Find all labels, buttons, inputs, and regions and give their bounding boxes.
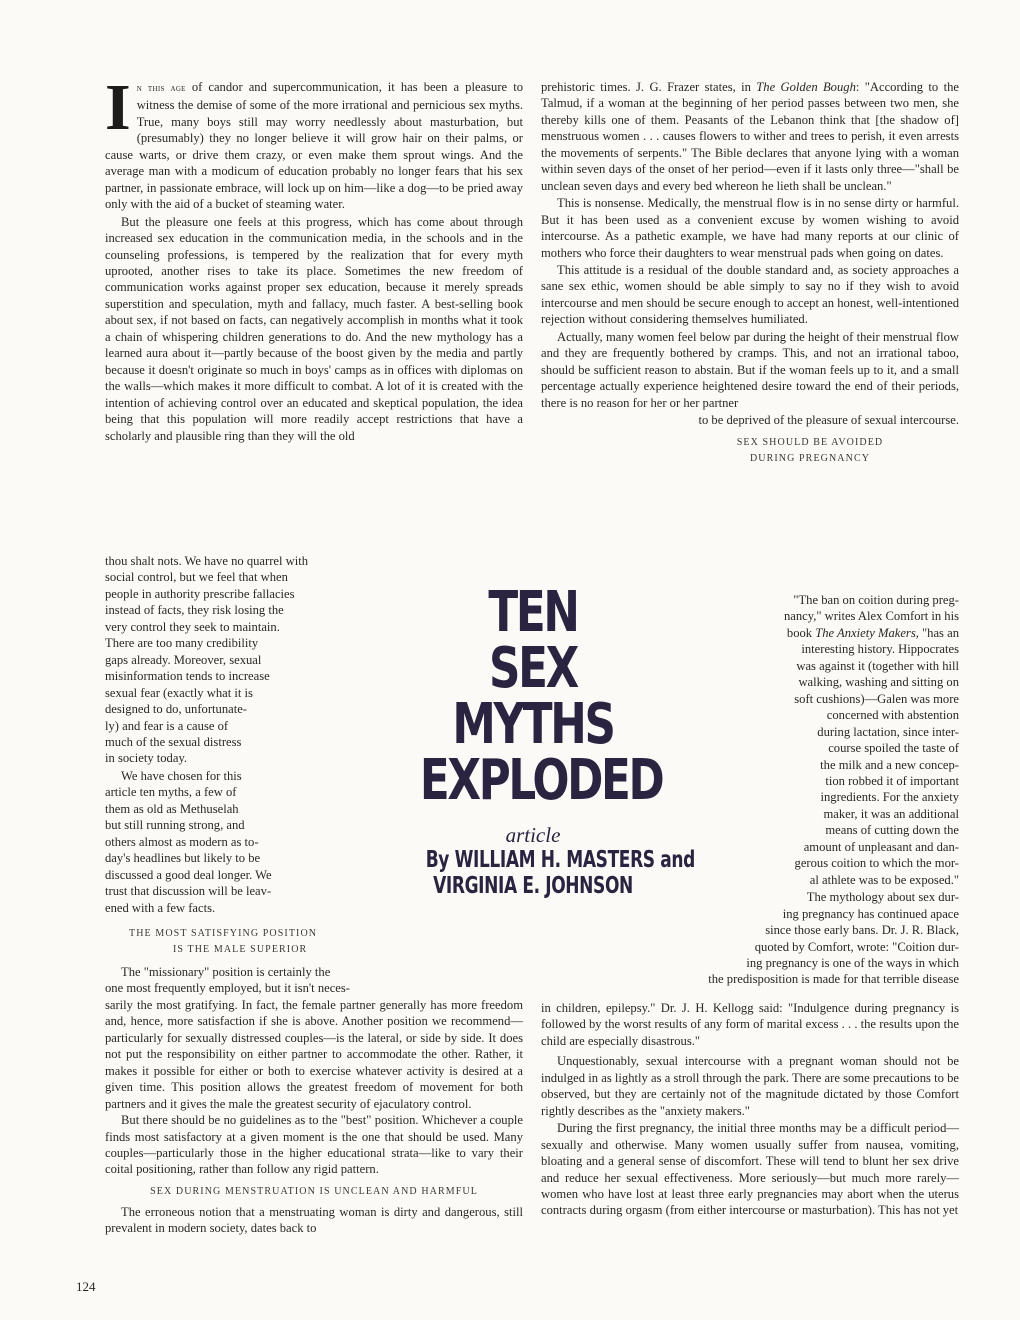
- subhead-pregnancy: [661, 435, 959, 467]
- unquestionably-paragraph: Unquestionably, sexual intercourse with a pregnant woman should not be indulged in as lightly as a stroll through the park. There are some precautions to be observed, but they are certainly not of the magnitude dictated by those Comfort rightly describes as the "anxiety makers.": [541, 1054, 959, 1118]
- title-line-4: EXPLODED: [419, 748, 663, 813]
- text-line: al athlete was to be exposed.": [809, 872, 959, 887]
- first-pregnancy-paragraph: During the first pregnancy, the initial three months may be a difficult period—sexually and otherwise. Many women usually suffer from nausea, vomiting, bloating and a general sense of discomfort. These will tend to blunt her sex drive and reduce her sexual effectiveness. More seriously—but much more rarely—women who have lost at least three early pregnancies may abort when the uterus contracts during orgasm (from either intercourse or masturbation). This has not yet: [541, 1121, 959, 1218]
- subhead-menstruation: SEX DURING MENSTRUATION IS UNCLEAN AND HARMFUL: [150, 1185, 478, 1197]
- book-title-anxiety-makers: The Anxiety Makers: [815, 625, 916, 640]
- guidelines-paragraph: But there should be no guidelines as to the "best" position. Whichever a couple finds most satisfactory at a given moment is the one that should be used. Many couples—particularly those in the higher educational strata—like to vary their coital positioning, rather than follow any rigid pattern.: [105, 1113, 523, 1177]
- text-line: sarily the most gratifying. In fact, the female partner generally has more freedom and, hence, more satisfaction if she is above. Another position we recommend—particularly for sexually distressed couples—is the lateral, or side by side. It does not put the responsibility on either partner to accommodate the other. Rather, it makes it possible for either or both to exercise whatever activity is desired at a given time. This position allows the greatest freedom of movement for both partners and it gives the male the greatest security of ejaculatory control.: [105, 997, 523, 1111]
- left-column-narrow: [105, 553, 395, 916]
- text-line: concerned with abstention: [826, 708, 959, 723]
- text-line: We have chosen for this: [121, 768, 242, 783]
- text-line: one most frequently employed, but it isn't neces-: [105, 981, 350, 996]
- page-number: 124: [76, 1279, 96, 1294]
- text-line: course spoiled the taste of: [828, 741, 959, 756]
- text-line: much of the sexual distress: [105, 734, 242, 749]
- text-line: day's headlines but likely to be: [105, 851, 261, 866]
- text-line: ing pregnancy is one of the ways in which: [746, 955, 959, 970]
- intro-paragraph: [105, 71, 523, 213]
- article-label: article: [505, 823, 561, 847]
- right-column-narrow: [541, 592, 959, 988]
- book-title-golden-bough: The Golden Bough: [756, 80, 856, 94]
- text-line: during lactation, since inter-: [817, 724, 959, 739]
- text-span: : "According to the Talmud, if a woman at the beginning of her period passes between two men, she thereby kills one of them. Peasants of the Lebanon think that [the shadow of] menstruous women . . . causes flowers to wither and trees to perish, it even arrests the movements of serpents." The Bible declares that anyone lying with a woman within seven days of the onset of her period—even if it lasts only three—"shall be unclean seven days and every bed whereon he lieth shall be unclean.": [541, 80, 959, 193]
- text-line: soft cushions)—Galen was more: [794, 691, 959, 706]
- narrow-paragraph-ten-myths: [105, 768, 395, 916]
- text-line: amount of unpleasant and dan-: [803, 839, 959, 854]
- text-line: interesting history. Hippocrates: [801, 642, 959, 657]
- text-line: designed to do, unfortunate-: [105, 702, 247, 717]
- subhead-line: SEX SHOULD BE AVOIDED: [736, 436, 884, 448]
- text-line: instead of facts, they risk losing the: [105, 603, 284, 618]
- right-column-lower: [541, 1000, 959, 1219]
- cramps-paragraph-tail: to be deprived of the pleasure of sexual intercourse.: [698, 413, 959, 428]
- text-line: discussed a good deal longer. We: [105, 867, 272, 882]
- narrow-paragraph-mythology: [541, 889, 959, 988]
- attitude-paragraph: This attitude is a residual of the double standard and, as society approaches a sane sex ethic, women should be able simply to say no if they wish to avoid intercourse and men should be secure enough to accept an honest, well-intentioned rejection without considering themselves humiliated.: [541, 262, 959, 327]
- text-line: sexual fear (exactly what it is: [105, 685, 253, 700]
- byline-1: By WILLIAM H. MASTERS and: [425, 847, 695, 873]
- text-line: The "missionary" position is certainly the: [121, 965, 331, 979]
- subhead-line: IS THE MALE SUPERIOR: [173, 944, 308, 955]
- text-line: gerous coition to which the mor-: [794, 856, 959, 871]
- left-column-upper: [105, 71, 523, 444]
- narrow-paragraph-comfort: [541, 592, 959, 888]
- kellogg-paragraph: in children, epilepsy." Dr. J. H. Kellogg said: "Indulgence during pregnancy is followed by the worst results of any form of marital excess . . . the results upon the child are especially disastrous.": [541, 1001, 959, 1048]
- text-line: the predisposition is made for that terrible disease: [708, 972, 959, 987]
- text-line: ly) and fear is a cause of: [105, 718, 229, 733]
- text-line: ened with a few facts.: [105, 900, 216, 915]
- text-line: nancy," writes Alex Comfort in his: [783, 609, 959, 624]
- text-line: tion robbed it of important: [825, 773, 959, 788]
- lead-in-smallcaps: n this age: [136, 83, 186, 94]
- text-line: maker, it was an additional: [823, 806, 959, 821]
- title-line-1: TEN: [488, 580, 578, 645]
- right-column-upper: [541, 79, 959, 469]
- nonsense-paragraph: This is nonsense. Medically, the menstrual flow is in no sense dirty or harmful. But it has been used as a convenient excuse by women wishing to avoid intercourse. As a pathetic example, we have had many reports at our clinic of mothers who force their daughters to wear menstrual pads when going on dates.: [541, 196, 959, 260]
- text-line: quoted by Comfort, wrote: "Coition dur-: [754, 939, 959, 954]
- text-line: since those early bans. Dr. J. R. Black,: [765, 923, 959, 938]
- narrow-paragraph-social-control: [105, 553, 395, 767]
- missionary-paragraph: [105, 964, 523, 1112]
- text-line: walking, washing and sitting on: [798, 675, 959, 690]
- text-line: in society today.: [105, 751, 188, 766]
- text-span: prehistoric times. J. G. Frazer states, in: [541, 80, 757, 94]
- text-line: There are too many credibility: [105, 636, 259, 651]
- text-line: the milk and a new concep-: [820, 757, 959, 772]
- text-line: ing pregnancy has continued apace: [782, 906, 959, 921]
- text-line: ingredients. For the anxiety: [820, 790, 959, 805]
- left-column-lower: [105, 926, 523, 1237]
- drop-cap: I: [105, 71, 131, 144]
- text-line: gaps already. Moreover, sexual: [105, 652, 262, 667]
- progress-paragraph: But the pleasure one feels at this progress, which has come about through increased sex education in the communication media, in the schools and in the counseling professions, is tempered by the realization that for every myth uprooted, another rises to take its place. Sometimes the new freedom of communication works against proper sex education, because it merely spreads superstition and speculation, myth and fallacy, much faster. A best-selling book about sex, if not based on facts, can negatively accomplish in months what it took a chain of whispering children generations to do. And the new mythology has a learned aura about it—partly because of the boost given by the media and partly because it doesn't originate so much in boys' camps as in offices with diplomas on the walls—which makes it more difficult to combat. A lot of it is created with the intention of achieving control over an educated and skeptical population, the idea being that this population will more readily accept restrictions that have a scholarly and plausible ring than they will the old: [105, 214, 523, 443]
- title-line-2: SEX: [489, 636, 577, 701]
- text-line: The mythology about sex dur-: [806, 890, 959, 905]
- text-line: means of cutting down the: [825, 823, 959, 838]
- byline-2: VIRGINIA E. JOHNSON: [433, 873, 633, 899]
- text-line: others almost as modern as to-: [105, 834, 259, 849]
- text-line: thou shalt nots. We have no quarrel with: [105, 554, 309, 568]
- subhead-line: DURING PREGNANCY: [749, 452, 871, 464]
- text-line: trust that discussion will be leav-: [105, 884, 272, 899]
- text-line: misinformation tends to increase: [105, 669, 270, 684]
- intro-text: of candor and supercommunication, it has been a pleasure to witness the demise of some of the more irrational and pernicious sex myths. True, many boys still may worry needlessly about masturbation, but (presumably) they no longer believe it will grow hair on their palms, or cause warts, or drive them crazy, or even make them sprout wings. And the average man with a modicum of education probably no longer fears that his sex partner, in passionate embrace, will lock up on him—like a dog—to be pried away only with the aid of a bucket of steaming water.: [105, 80, 523, 212]
- text-line: "The ban on coition during preg-: [793, 593, 959, 607]
- frazer-paragraph: [541, 79, 959, 194]
- cramps-paragraph: Actually, many women feel below par during the height of their menstrual flow and they are frequently bothered by cramps. This, and not an irrational taboo, should be sufficient reason to abstain. But if the woman feels up to it, and a small percentage actually experience heightened desire toward the end of their periods, there is no reason for her or her partner: [541, 329, 959, 410]
- subhead-satisfying-position: [129, 926, 523, 958]
- erroneous-paragraph: The erroneous notion that a menstruating woman is dirty and dangerous, still prevalent in modern society, dates back to: [105, 1204, 523, 1236]
- text-span: , "has an: [915, 625, 959, 640]
- text-line: [541, 625, 959, 641]
- text-line: very control they seek to maintain.: [105, 619, 280, 634]
- text-line: was against it (together with hill: [796, 658, 959, 673]
- text-line: people in authority prescribe fallacies: [105, 586, 295, 601]
- text-line: but still running strong, and: [105, 818, 245, 833]
- text-line: social control, but we feel that when: [105, 570, 288, 585]
- text-line: article ten myths, a few of: [105, 785, 237, 800]
- text-span: book: [786, 625, 816, 640]
- subhead-line: THE MOST SATISFYING POSITION: [129, 928, 318, 939]
- text-line: them as old as Methuselah: [105, 801, 239, 816]
- title-line-3: MYTHS: [452, 692, 614, 757]
